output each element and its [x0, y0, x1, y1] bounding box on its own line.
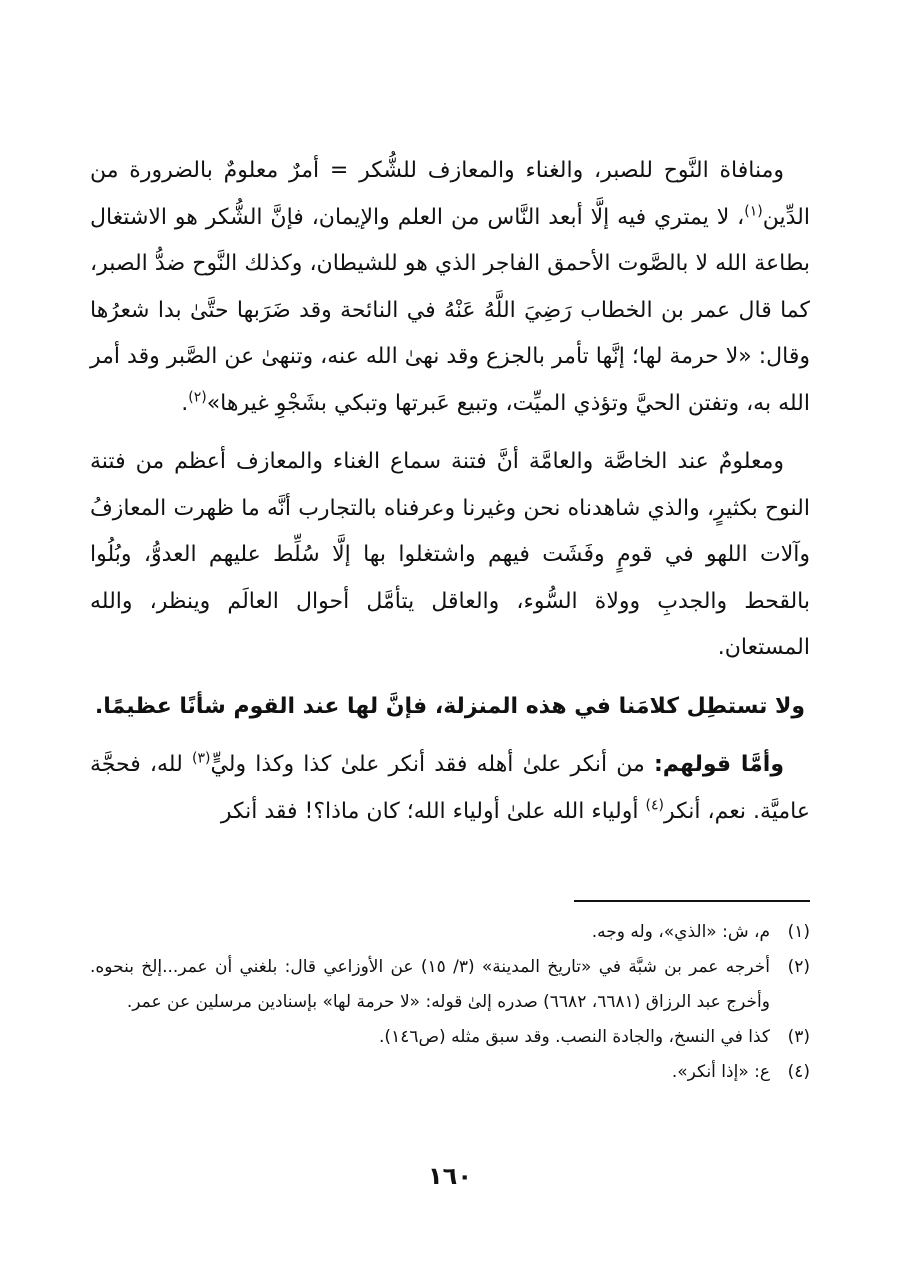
footnote-ref-2[interactable]: (٢)	[188, 389, 207, 406]
footnote-text: ع: «إذا أنكر».	[671, 1062, 770, 1082]
paragraph-2: ومعلومٌ عند الخاصَّة والعامَّة أنَّ فتنة سماع الغناء والمعازف أعظم من فتنة النوح بكثيرٍ، والذي شاهدناه نحن وغيرنا وعرفناه بالتجارب أنَّه ما ظهرت المعازفُ وآلات اللهو في قومٍ وفَشَت فيهم واشتغلوا بها إلَّا سُلِّط عليهم العدوُّ، وبُلُوا بالقحط والجدبِ وولاة السُّوء، والعاقل يتأمَّل أحوال العالَم وينظر، والله المستعان.	[90, 449, 810, 660]
footnote-number: (٤)	[787, 1062, 810, 1082]
main-text	[90, 148, 810, 847]
footnote-number: (٢)	[787, 957, 810, 977]
footnote-text: كذا في النسخ، والجادة النصب. وقد سبق مثله (ص١٤٦).	[379, 1027, 770, 1047]
footnote-text: م، ش: «الذي»، وله وجه.	[591, 922, 770, 942]
footnote-4	[90, 1055, 810, 1090]
paragraph-1-text-c: .	[181, 390, 189, 416]
paragraph-4	[90, 742, 810, 835]
footnote-ref-1[interactable]: (١)	[744, 203, 763, 220]
footnote-separator	[574, 900, 810, 902]
footnote-number: (٣)	[787, 1027, 810, 1047]
page-number: ١٦٠	[428, 1162, 472, 1190]
footnote-3	[90, 1020, 810, 1055]
paragraph-1-text-b: ، لا يمتري فيه إلَّا أبعد النَّاس من العلم والإيمان، فإنَّ الشُّكر هو الاشتغال بطاعة الله لا بالصَّوت الأحمق الفاجر الذي هو للشيطان، وكذلك النَّوح ضدُّ الصبر، كما قال عمر بن الخطاب رَضِيَ اللَّهُ عَنْهُ في النائحة وقد ضَرَبها حتَّىٰ بدا شعرُها وقال: «لا حرمة لها؛ إنَّها تأمر بالجزع وقد نهىٰ الله عنه، وتنهىٰ عن الصَّبر وقد أمر الله به، وتفتن الحيَّ وتؤذي الميِّت، وتبيع عَبرتها وتبكي بشَجْوِ غيرها»	[90, 204, 810, 416]
footnote-ref-4[interactable]: (٤)	[645, 797, 664, 814]
paragraph-4-text-b: لله، فحجَّة عاميَّة. نعم، أنكر	[90, 752, 810, 824]
paragraph-1-text-a: ومنافاة النَّوح للصبر، والغناء والمعازف للشُّكر = أمرٌ معلومٌ بالضرورة من الدِّين	[90, 158, 810, 230]
footnote-number: (١)	[787, 922, 810, 942]
footnote-ref-3[interactable]: (٣)	[191, 750, 211, 767]
paragraph-4-text-c: أولياء الله علىٰ أولياء الله؛ كان ماذا؟! فقد أنكر	[220, 798, 646, 824]
paragraph-3: ولا تستطِل كلامَنا في هذه المنزلة، فإنَّ لها عند القوم شأنًا عظيمًا.	[94, 693, 806, 719]
footnotes	[90, 915, 810, 1090]
footnote-2	[90, 950, 810, 1020]
paragraph-4-lead: وأمَّا قولهم:	[654, 752, 784, 777]
paragraph-1	[90, 148, 810, 427]
footnote-text: أخرجه عمر بن شبَّة في «تاريخ المدينة» (٣/ ١٥) عن الأوزاعي قال: بلغني أن عمر...إلخ بنحوه. وأخرج عبد الرزاق (٦٦٨١، ٦٦٨٢) صدره إلىٰ قوله: «لا حرمة لها» بإسنادين مرسلين عن عمر.	[90, 957, 770, 1012]
footnote-1	[90, 915, 810, 950]
paragraph-4-text-a: من أنكر علىٰ أهله فقد أنكر علىٰ كذا وكذا وليٍّ	[210, 752, 654, 777]
